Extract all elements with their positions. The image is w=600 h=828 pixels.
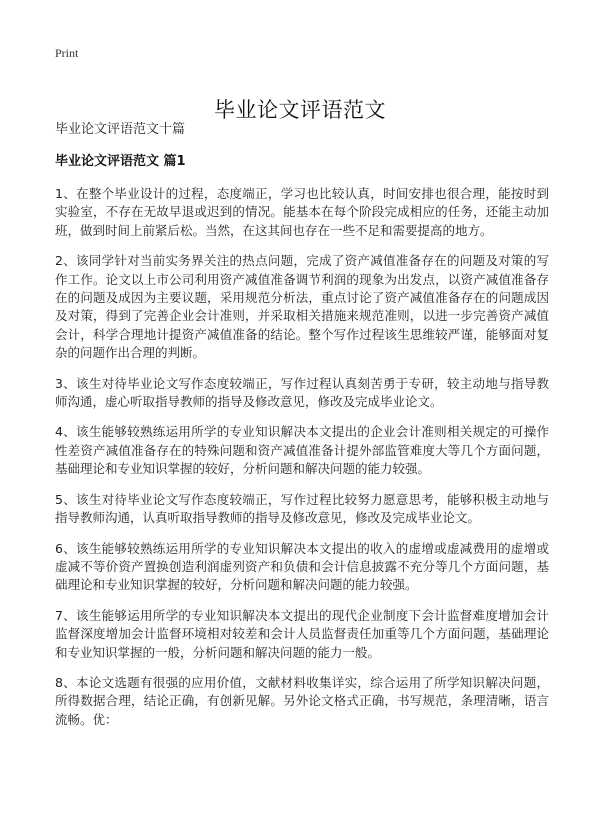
page-title: 毕业论文评语范文: [214, 98, 386, 123]
paragraph-3: 3、该生对待毕业论文写作态度较端正，写作过程认真刻苦勇于专研，较主动地与指导教师沟通，虚心听取指导教师的指导及修改意见，修改及完成毕业论文。: [55, 375, 549, 410]
paragraph-5: 5、该生对待毕业论文写作态度较端正，写作过程比较努力愿意思考，能够积极主动地与指导教师沟通，认真听取指导教师的指导及修改意见，修改及完成毕业论文。: [55, 491, 549, 526]
paragraph-8: 8、本论文选题有很强的应用价值，文献材料收集详实，综合运用了所学知识解决问题，所得数据合理，结论正确，有创新见解。另外论文格式正确，书写规范，条理清晰，语言流畅。优：: [55, 674, 549, 727]
document-body: [55, 121, 549, 741]
paragraph-7: 7、该生能够运用所学的专业知识解决本文提出的现代企业制度下会计监督难度增加会计监督深度增加会计监督环境相对较差和会计人员监督责任加重等几个方面问题，基础理论和专业知识掌握的一般，分析问题和解决问题的能力一般。: [55, 607, 549, 660]
print-label: Print: [55, 46, 79, 60]
paragraph-1: 1、在整个毕业设计的过程，态度端正，学习也比较认真，时间安排也很合理，能按时到实验室，不存在无故早退或迟到的情况。能基本在每个阶段完成相应的任务，还能主动加班，做到时间上前紧后松。当然，在这其间也存在一些不足和需要提高的地方。: [55, 186, 549, 238]
paragraph-2: 2、该同学针对当前实务界关注的热点问题，完成了资产减值准备存在的问题及对策的写作工作。论文以上市公司利用资产减值准备调节利润的现象为出发点，以资产减值准备存在的问题及成因为主要议题，采用规范分析法，重点讨论了资产减值准备存在的问题成因及对策，得到了完善企业会计准则，并采取相关措施来规范准则，以进一步完善资产减值会计，科学合理地计提资产减值准备的结论。整个写作过程该生思维较严谨，能够面对复杂的问题作出合理的判断。: [55, 253, 549, 361]
paragraph-4: 4、该生能够较熟练运用所学的专业知识解决本文提出的企业会计准则相关规定的可操作性差资产减值准备存在的特殊问题和资产减值准备计提外部监管难度大等几个方面问题，基础理论和专业知识掌握的较好，分析问题和解决问题的能力较强。: [55, 424, 549, 477]
document-subtitle: 毕业论文评语范文十篇: [55, 122, 186, 137]
paragraph-6: 6、该生能够较熟练运用所学的专业知识解决本文提出的收入的虚增或虚减费用的虚增或虚减不等价资产置换创造利润虚列资产和负债和会计信息披露不充分等几个方面问题，基础理论和专业知识掌握的较好，分析问题和解决问题的能力较强。: [55, 540, 549, 593]
section-heading: 毕业论文评语范文 篇1: [55, 154, 186, 169]
